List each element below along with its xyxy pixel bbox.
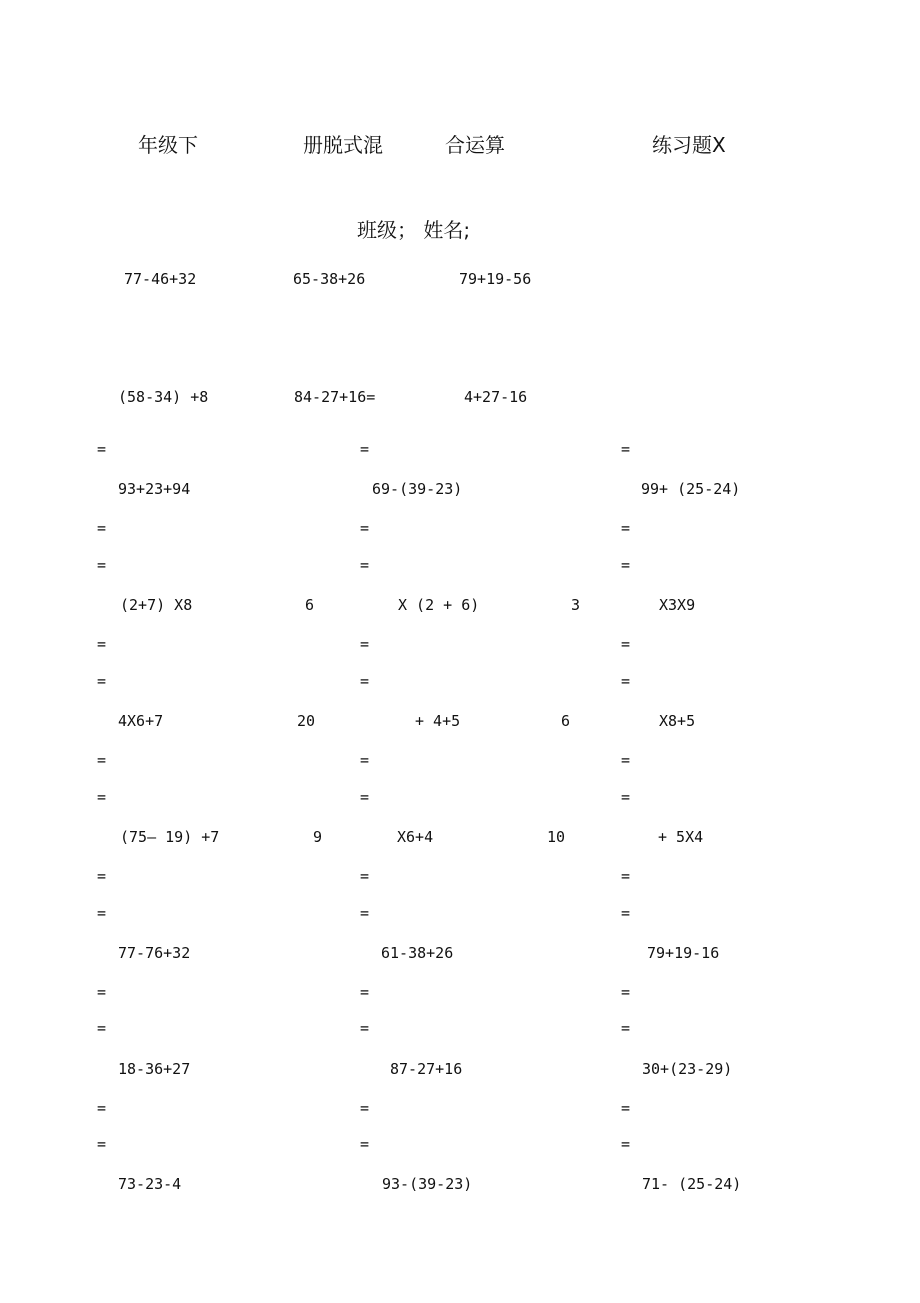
equals-sign: = [97, 635, 107, 653]
problem: 99+ (25-24) [641, 480, 741, 498]
title-part-2: 册脱式混 [303, 133, 383, 157]
equals-sign: = [97, 556, 107, 574]
equals-sign: = [97, 1019, 107, 1037]
equals-sign: = [360, 440, 370, 458]
equals-sign: = [360, 1099, 370, 1117]
equals-sign: = [360, 635, 370, 653]
equals-sign: = [621, 1099, 631, 1117]
problem-number: 6 [305, 596, 315, 614]
equals-sign: = [621, 440, 631, 458]
problem: 4+27-16 [464, 388, 528, 406]
title-part-3: 合运算 [445, 133, 505, 157]
equals-sign: = [360, 556, 370, 574]
problem: (2+7) X8 [120, 596, 193, 614]
equals-sign: = [360, 751, 370, 769]
title-part-1: 年级下 [138, 133, 198, 157]
problem: 79+19-16 [647, 944, 720, 962]
equals-sign: = [97, 904, 107, 922]
problem-number: 6 [561, 712, 571, 730]
problem-number: 9 [313, 828, 323, 846]
equals-sign: = [360, 1019, 370, 1037]
equals-sign: = [621, 519, 631, 537]
equals-sign: = [97, 788, 107, 806]
problem-number: 20 [297, 712, 316, 730]
problem-number: 10 [547, 828, 566, 846]
equals-sign: = [621, 983, 631, 1001]
equals-sign: = [621, 556, 631, 574]
equals-sign: = [97, 440, 107, 458]
equals-sign: = [360, 904, 370, 922]
equals-sign: = [621, 672, 631, 690]
problem: 93+23+94 [118, 480, 191, 498]
problem: X3X9 [659, 596, 696, 614]
problem: X6+4 [397, 828, 434, 846]
equals-sign: = [621, 1135, 631, 1153]
equals-sign: = [360, 983, 370, 1001]
problem: X8+5 [659, 712, 696, 730]
equals-sign: = [621, 1019, 631, 1037]
problem: 69-(39-23) [372, 480, 463, 498]
problem: 65-38+26 [293, 270, 366, 288]
problem: 77-76+32 [118, 944, 191, 962]
equals-sign: = [621, 867, 631, 885]
equals-sign: = [97, 1135, 107, 1153]
problem: 77-46+32 [124, 270, 197, 288]
problem: (58-34) +8 [118, 388, 209, 406]
equals-sign: = [360, 788, 370, 806]
problem: 30+(23-29) [642, 1060, 733, 1078]
problem: 61-38+26 [381, 944, 454, 962]
equals-sign: = [621, 788, 631, 806]
problem: 87-27+16 [390, 1060, 463, 1078]
problem: + 4+5 [415, 712, 461, 730]
equals-sign: = [97, 519, 107, 537]
problem: 73-23-4 [118, 1175, 182, 1193]
equals-sign: = [621, 635, 631, 653]
problem: 84-27+16= [294, 388, 376, 406]
equals-sign: = [97, 751, 107, 769]
equals-sign: = [360, 1135, 370, 1153]
title-part-4: 练习题X [652, 133, 726, 157]
equals-sign: = [621, 751, 631, 769]
equals-sign: = [97, 1099, 107, 1117]
problem: 79+19-56 [459, 270, 532, 288]
problem-number: 3 [571, 596, 581, 614]
problem: 71- (25-24) [642, 1175, 742, 1193]
problem: 18-36+27 [118, 1060, 191, 1078]
equals-sign: = [360, 672, 370, 690]
problem: + 5X4 [658, 828, 704, 846]
equals-sign: = [97, 672, 107, 690]
equals-sign: = [360, 519, 370, 537]
class-name-line: 班级； 姓名; [357, 218, 471, 242]
equals-sign: = [97, 867, 107, 885]
equals-sign: = [621, 904, 631, 922]
problem: 4X6+7 [118, 712, 164, 730]
equals-sign: = [360, 867, 370, 885]
problem: 93-(39-23) [382, 1175, 473, 1193]
problem: (75— 19) +7 [120, 828, 220, 846]
problem: X (2 + 6) [398, 596, 480, 614]
equals-sign: = [97, 983, 107, 1001]
